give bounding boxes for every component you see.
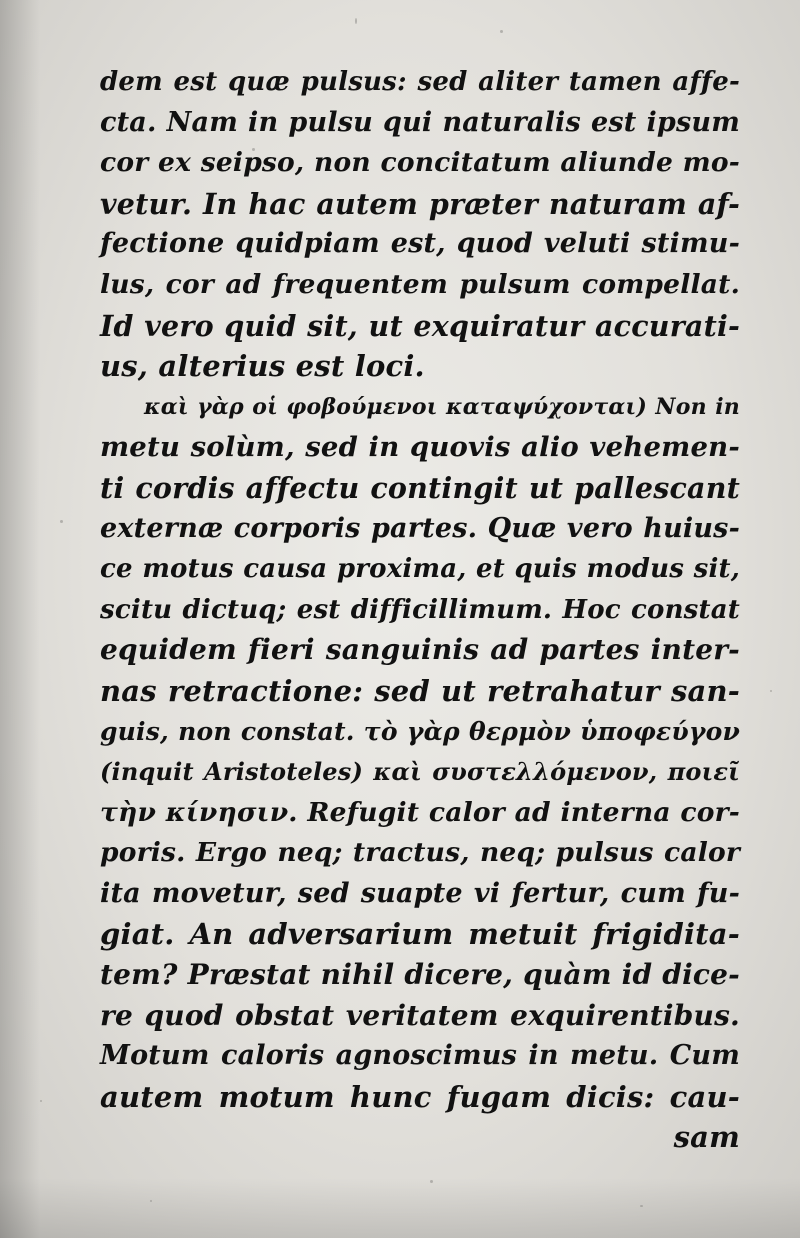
text-line: poris. Ergo neq; tractus, neq; pulsus calor xyxy=(100,837,740,869)
text-line: nas retractione: sed ut retrahatur san- xyxy=(100,673,740,708)
text-line: fectione quidpiam est, quod veluti stimu- xyxy=(100,228,740,260)
text-line: cor ex seipso, non concitatum aliunde mo- xyxy=(100,147,740,179)
text-line: Motum caloris agnoscimus in metu. Cum xyxy=(100,1040,740,1072)
text-line: τὴν κίνησιν. Refugit calor ad interna cor- xyxy=(100,796,740,828)
text-line: externæ corporis partes. Quæ vero huius- xyxy=(100,512,740,544)
text-line: Id vero quid sit, ut exquiratur accurati- xyxy=(100,308,740,343)
body-text xyxy=(100,62,740,1158)
page-bottom-shadow xyxy=(0,1178,800,1238)
text-line: re quod obstat veritatem exquirentibus. xyxy=(100,998,740,1032)
text-line-greek-lemma: καὶ γὰρ οἱ φοβούμενοι καταψύχονται) Non in xyxy=(144,393,740,420)
text-line: ce motus causa proxima, et quis modus sit, xyxy=(100,554,740,585)
text-line: equidem fieri sanguinis ad partes inter- xyxy=(100,633,740,667)
text-line: ita movetur, sed suapte vi fertur, cum fu- xyxy=(100,877,740,909)
text-line: vetur. In hac autem præter naturam af- xyxy=(100,186,740,221)
text-line: scitu dictuq; est difficillimum. Hoc constat xyxy=(100,594,740,625)
text-line: cta. Nam in pulsu qui naturalis est ipsum xyxy=(100,106,740,138)
catchword: sam xyxy=(673,1120,740,1155)
text-line: (inquit Aristoteles) καὶ συστελλόμενον, ποιεῖ xyxy=(100,757,740,787)
text-line: guis, non constat. τὸ γὰρ θερμὸν ὑποφεύγον xyxy=(100,716,740,746)
text-line: giat. An adversarium metuit frigidita- xyxy=(100,917,740,952)
text-line: us, alterius est loci. xyxy=(100,349,425,384)
page-edge-shadow xyxy=(0,0,40,1238)
text-line: autem motum hunc fugam dicis: cau- xyxy=(100,1079,740,1114)
text-line: lus, cor ad frequentem pulsum compellat. xyxy=(100,268,740,300)
text-line: ti cordis affectu contingit ut pallescant xyxy=(100,470,740,505)
text-line: metu solùm, sed in quovis alio vehemen- xyxy=(100,431,740,464)
text-line: tem? Præstat nihil dicere, quàm id dice- xyxy=(100,958,740,992)
text-line: dem est quæ pulsus: sed aliter tamen affe- xyxy=(100,67,740,97)
